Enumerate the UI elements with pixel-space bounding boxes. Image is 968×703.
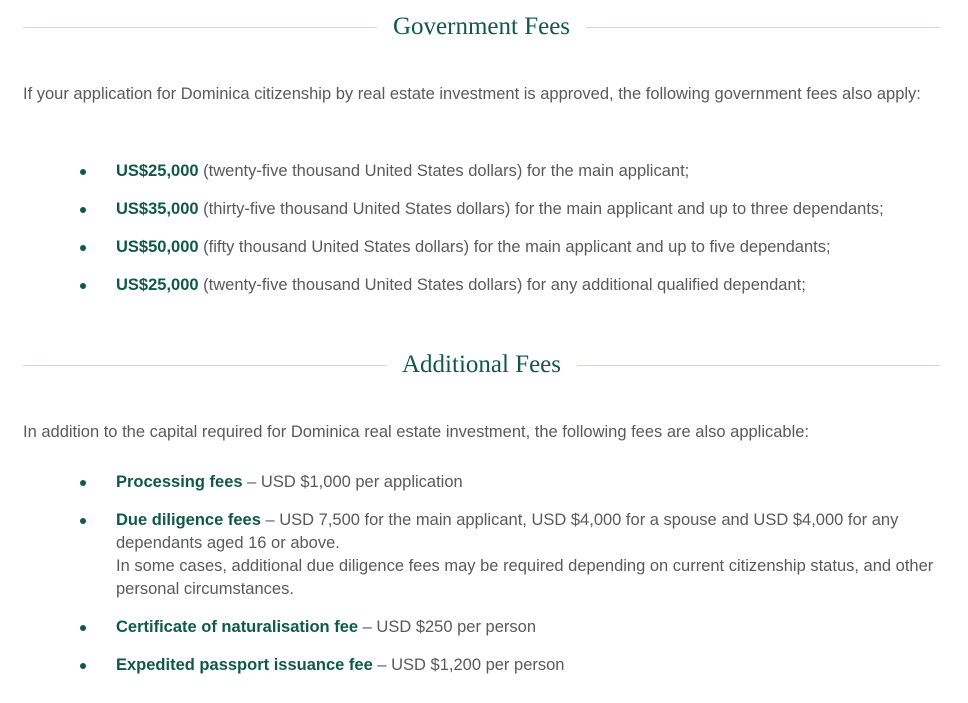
bullet-icon	[80, 625, 86, 631]
section-title: Additional Fees	[402, 351, 562, 378]
heading-rule-right	[586, 27, 940, 28]
bullet-icon	[80, 480, 86, 486]
fee-amount: US$50,000	[116, 238, 199, 256]
fee-description: – USD 7,500 for the main applicant, USD $4,000 for a spouse and USD $4,000 for any dependants aged 16 or above.	[116, 511, 899, 552]
bullet-icon	[80, 283, 86, 289]
bullet-icon	[80, 518, 86, 524]
government-fees-heading	[23, 12, 940, 42]
fee-description: (fifty thousand United States dollars) for the main applicant and up to five dependants;	[198, 238, 831, 256]
fee-note: In some cases, additional due diligence fees may be required depending on current citizenship status, and other personal circumstances.	[116, 557, 934, 598]
fee-description: – USD $1,000 per application	[242, 473, 463, 491]
bullet-icon	[80, 169, 86, 175]
bullet-icon	[80, 245, 86, 251]
heading-rule-left	[23, 365, 386, 366]
fee-name: Due diligence fees	[116, 511, 261, 529]
fee-name: Certificate of naturalisation fee	[116, 618, 359, 636]
fee-description: – USD $250 per person	[358, 618, 537, 636]
list-item	[0, 509, 968, 601]
fee-description: (twenty-five thousand United States dollars) for the main applicant;	[198, 162, 690, 180]
section-title: Government Fees	[392, 13, 571, 40]
additional-fees-list	[0, 471, 968, 692]
heading-rule-left	[23, 27, 377, 28]
fee-description: (twenty-five thousand United States dollars) for any additional qualified dependant;	[198, 276, 806, 294]
heading-rule-right	[577, 365, 940, 366]
fee-name: Processing fees	[116, 473, 243, 491]
list-item	[0, 654, 968, 677]
fee-amount: US$35,000	[116, 200, 199, 218]
bullet-icon	[80, 663, 86, 669]
bullet-icon	[80, 207, 86, 213]
additional-fees-intro: In addition to the capital required for Dominica real estate investment, the following fees are also applicable:	[23, 423, 810, 441]
list-item	[0, 236, 968, 259]
government-fees-list	[0, 160, 968, 312]
fee-description: – USD $1,200 per person	[372, 656, 565, 674]
fee-amount: US$25,000	[116, 162, 199, 180]
list-item	[0, 198, 968, 221]
fee-name: Expedited passport issuance fee	[116, 656, 373, 674]
additional-fees-heading	[23, 350, 940, 380]
government-fees-intro: If your application for Dominica citizenship by real estate investment is approved, the following government fees also apply:	[23, 85, 921, 103]
fee-description: (thirty-five thousand United States dollars) for the main applicant and up to three dependants;	[198, 200, 884, 218]
list-item	[0, 471, 968, 494]
list-item	[0, 160, 968, 183]
list-item	[0, 274, 968, 297]
list-item	[0, 616, 968, 639]
fee-amount: US$25,000	[116, 276, 199, 294]
